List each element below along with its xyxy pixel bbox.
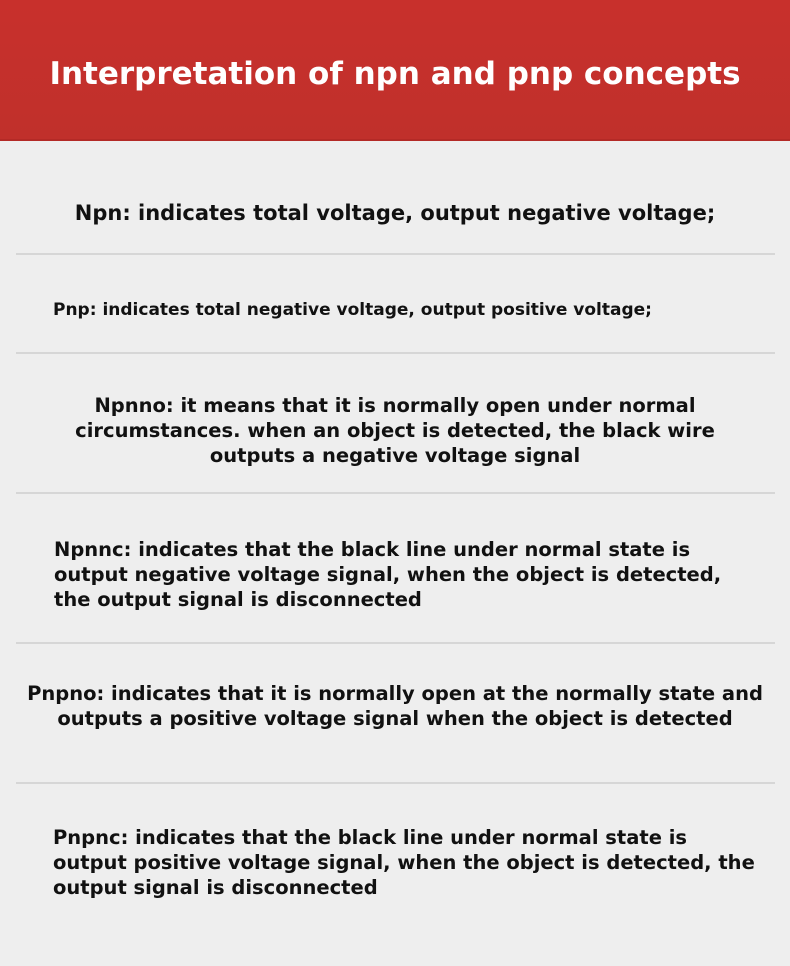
divider [16, 782, 775, 784]
divider [16, 253, 775, 255]
definition-pnpno: Pnpno: indicates that it is normally open at the normally state and outputs a positive voltage signal when the object is detected [27, 682, 763, 730]
divider [16, 642, 775, 644]
definition-npnnc: Npnnc: indicates that the black line under normal state is output negative voltage signal, when the object is detected, the output signal is disconnected [54, 538, 722, 611]
divider [16, 492, 775, 494]
definition-pnpnc: Pnpnc: indicates that the black line under normal state is output positive voltage signal, when the object is detected, the output signal is disconnected [53, 826, 755, 899]
definition-pnp: Pnp: indicates total negative voltage, output positive voltage; [53, 300, 652, 320]
divider [16, 352, 775, 354]
definition-npn: Npn: indicates total voltage, output negative voltage; [74, 201, 716, 225]
definition-npnno: Npnno: it means that it is normally open under normal circumstances. when an object is detected, the black wire outputs a negative voltage signal [75, 394, 715, 467]
header-banner [0, 0, 790, 141]
page-title: Interpretation of npn and pnp concepts [49, 56, 741, 92]
